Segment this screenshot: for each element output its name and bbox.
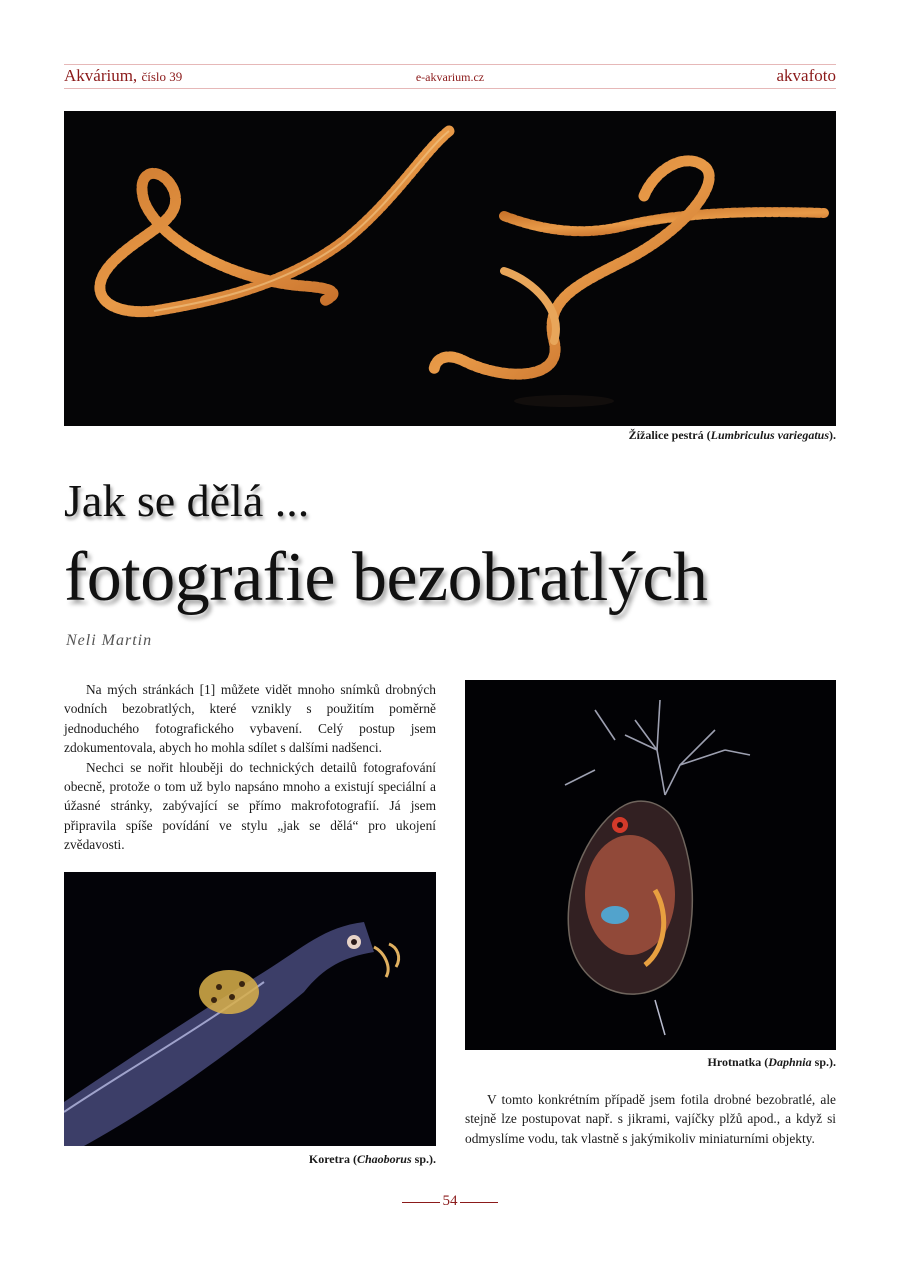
worms-caption-species: Lumbriculus variegatus (710, 428, 829, 442)
article-kicker: Jak se dělá ... (64, 475, 310, 526)
intro-text (64, 680, 436, 855)
worms-caption-pre: Žížalice pestrá ( (628, 428, 711, 442)
paragraph-2: Nechci se nořit hlouběji do technických detailů fotografování obecně, protože o tom už bylo napsáno mnoho a existují speciální a úžasné stránky, zabývající se přímo makrofotografií. Já jsem připravila spíše povídání ve stylu „jak se dělá“ pro ukojení zvědavosti. (64, 759, 436, 853)
worms-caption (400, 428, 836, 443)
chaoborus-caption (64, 1152, 436, 1167)
article-author: Neli Martin (66, 632, 153, 649)
section-name: akvafoto (776, 66, 836, 85)
paragraph-1: Na mých stránkách [1] můžete vidět mnoho snímků drobných vodních bezobratlých, které vznikly s použitím poměrně jednoduchého fotografického vybavení. Celý postup jsem zdokumentovala, abych ho mohla sdílet s dalšími nadšenci. (64, 682, 436, 756)
daphnia-caption-pre: Hrotnatka ( (707, 1055, 769, 1069)
page-number: 54 (442, 1193, 458, 1209)
chaoborus-caption-pre: Koretra ( (308, 1152, 357, 1166)
daphnia-photo (465, 680, 836, 1050)
footer-rule-right (460, 1202, 498, 1203)
magazine-name: Akvárium, (64, 66, 138, 85)
worms-caption-post: ). (829, 428, 836, 442)
header-rule-bottom (64, 88, 836, 89)
website-url: e-akvarium.cz (415, 70, 485, 84)
article-title: fotografie bezobratlých (64, 539, 708, 616)
issue-number: číslo 39 (141, 69, 183, 84)
paragraph-3: V tomto konkrétním případě jsem fotila drobné bezobratlé, ale stejně lze postupovat např. s jikrami, vajíčky plžů apod., a když si odmyslíme vodu, tak vlastně s jakýmikoliv miniaturními objekty. (465, 1092, 836, 1146)
right-column-text (465, 1090, 836, 1148)
chaoborus-caption-post: sp.). (411, 1152, 436, 1166)
page-footer (0, 1193, 900, 1213)
daphnia-caption (465, 1055, 836, 1070)
worms-photo (64, 111, 836, 426)
running-header (64, 64, 836, 88)
daphnia-caption-post: sp.). (811, 1055, 836, 1069)
chaoborus-caption-species: Chaoborus (356, 1152, 412, 1166)
daphnia-caption-species: Daphnia (768, 1055, 812, 1069)
chaoborus-photo (64, 872, 436, 1146)
